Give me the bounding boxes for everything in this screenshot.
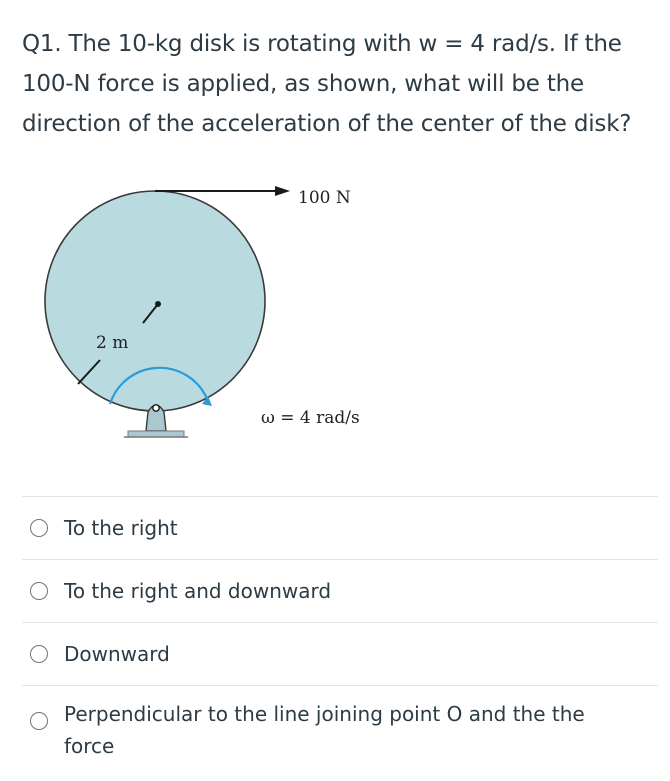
- answer-label: Perpendicular to the line joining point O and the the force: [64, 702, 585, 758]
- disk-figure: [40, 168, 400, 468]
- answer-option-3[interactable]: [22, 622, 658, 685]
- radius-label: 2 m: [96, 333, 129, 353]
- answer-list: [22, 496, 658, 778]
- disk: [45, 191, 265, 411]
- answer-option-1[interactable]: [22, 496, 658, 559]
- radio-button[interactable]: [30, 645, 48, 663]
- question-text: Q1. The 10-kg disk is rotating with w = 4 rad/s. If the 100-N force is applied, as shown, what will be the direction of the acceleration of the center of the disk?: [22, 31, 632, 137]
- force-label: 100 N: [298, 188, 351, 208]
- answer-option-4[interactable]: [22, 685, 658, 778]
- omega-label: ω = 4 rad/s: [261, 408, 360, 428]
- force-arrow-head: [275, 186, 290, 196]
- disk-diagram: [40, 168, 400, 468]
- radio-button[interactable]: [30, 582, 48, 600]
- answer-label: Downward: [64, 642, 170, 666]
- answer-label: To the right and downward: [64, 579, 332, 603]
- answer-label: To the right: [64, 516, 178, 540]
- pin-point: [153, 405, 159, 411]
- ground-base: [128, 431, 184, 437]
- answer-option-2[interactable]: [22, 559, 658, 622]
- radio-button[interactable]: [30, 712, 48, 730]
- radio-button[interactable]: [30, 519, 48, 537]
